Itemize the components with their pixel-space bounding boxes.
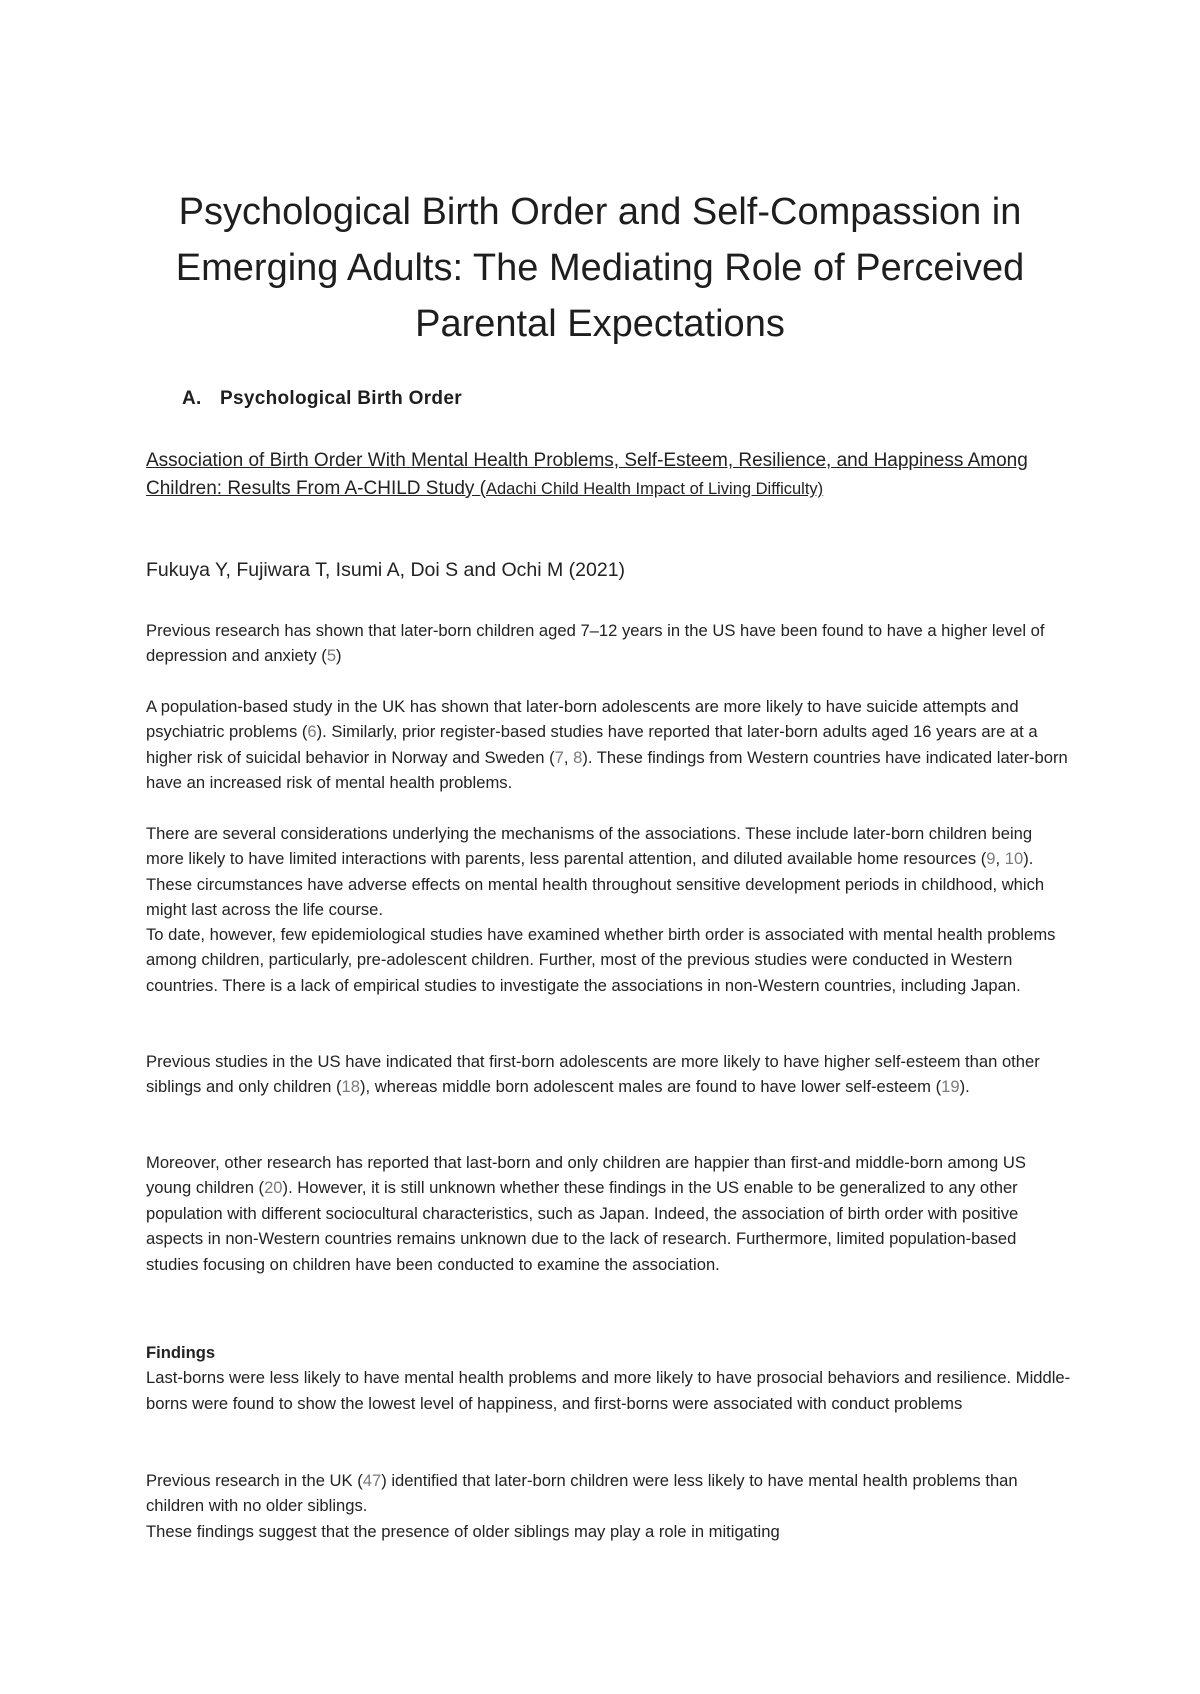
citation-link[interactable]: 5 bbox=[326, 646, 337, 666]
citation-link[interactable]: 20 bbox=[264, 1178, 283, 1198]
findings-heading: Findings bbox=[146, 1343, 216, 1362]
paragraph-text: ). Similarly, prior register-based studies have reported that later-born adults aged 16 years are at a higher risk of suicidal behavior in Norway and Sweden ( bbox=[146, 722, 1038, 767]
paragraph-text: There are several considerations underlying the mechanisms of the associations. These include later-born children being more likely to have limited interactions with parents, less parental attention, and diluted available home resources ( bbox=[146, 824, 1033, 869]
paragraph-text: ), whereas middle born adolescent males are found to have lower self-esteem ( bbox=[360, 1077, 942, 1097]
section-heading-text: Psychological Birth Order bbox=[220, 388, 462, 409]
paragraph-text: , bbox=[563, 747, 574, 767]
paragraph-4: To date, however, few epidemiological studies have examined whether birth order is associated with mental health problems among children, particularly, pre-adolescent children. Further, most of the previous studies were conducted in Western countries. There is a lack of empirical studies to investigate the associations in non-Western countries, including Japan. bbox=[146, 925, 1056, 995]
paragraph-5 bbox=[146, 1049, 1071, 1100]
citation-link[interactable]: 7 bbox=[554, 747, 564, 767]
paragraph-text: Moreover, other research has reported that last-born and only children are happier than first-and middle-born among US young children ( bbox=[146, 1153, 1026, 1198]
paragraph-2 bbox=[146, 694, 1071, 796]
document-title: Psychological Birth Order and Self-Compassion in Emerging Adults: The Mediating Role of Perceived Parental Expectations bbox=[175, 191, 1025, 345]
paragraph-text: ). bbox=[959, 1077, 970, 1097]
paragraph-text: Previous research has shown that later-born children aged 7–12 years in the US have been found to have a higher level of depression and anxiety ( bbox=[146, 621, 1045, 666]
paragraph-text: ). However, it is still unknown whether these findings in the US enable to be generalized to any other population with different sociocultural characteristics, such as Japan. Indeed, the association of birth order with positive aspects in non-Western countries remains unknown due to the lack of research. Furthermore, limited population-based studies focusing on children have been conducted to examine the association. bbox=[146, 1178, 1019, 1274]
findings-text: Last-borns were less likely to have mental health problems and more likely to have prosocial behaviors and resilience. Middle-borns were found to show the lowest level of happiness, and first-borns were associated with conduct problems bbox=[146, 1368, 1071, 1413]
citation-link[interactable]: 47 bbox=[362, 1471, 382, 1490]
section-marker: A. bbox=[182, 388, 202, 409]
citation-link[interactable]: 8 bbox=[573, 747, 583, 767]
paragraph-text: ). These findings from Western countries have indicated later-born have an increased risk of mental health problems. bbox=[146, 747, 1068, 793]
paragraph-1 bbox=[146, 618, 1071, 669]
reference-title-main: Association of Birth Order With Mental Health Problems, Self-Esteem, Resilience, and Happiness Among Children: Results From A-CHILD Study ( bbox=[146, 450, 1028, 499]
paragraph-3 bbox=[146, 821, 1071, 923]
paragraph-8: These findings suggest that the presence of older siblings may play a role in mitigating bbox=[146, 1522, 780, 1541]
paragraph-text: Previous studies in the US have indicated that first-born adolescents are more likely to have higher self-esteem than other siblings and only children ( bbox=[146, 1052, 1040, 1097]
citation-link[interactable]: 19 bbox=[941, 1077, 960, 1097]
citation-link[interactable]: 9 bbox=[986, 849, 996, 869]
paragraph-text: ) bbox=[336, 646, 342, 666]
paragraph-6 bbox=[146, 1150, 1071, 1277]
paragraph-text: ) identified that later-born children were less likely to have mental health problems than children with no older siblings. bbox=[146, 1471, 1018, 1516]
citation-link[interactable]: 6 bbox=[307, 722, 317, 742]
paragraph-text: Previous research in the UK ( bbox=[146, 1471, 363, 1490]
paragraph-text: A population-based study in the UK has shown that later-born adolescents are more likely to have suicide attempts and psychiatric problems ( bbox=[146, 697, 1019, 742]
reference-title-link[interactable] bbox=[146, 447, 1046, 503]
citation-link[interactable]: 18 bbox=[341, 1077, 361, 1097]
citation-link[interactable]: 10 bbox=[1004, 849, 1024, 869]
reference-title-sub: Adachi Child Health Impact of Living Difficulty) bbox=[486, 480, 824, 498]
reference-authors: Fukuya Y, Fujiwara T, Isumi A, Doi S and Ochi M (2021) bbox=[146, 559, 626, 581]
section-heading bbox=[182, 388, 462, 410]
findings-section bbox=[146, 1340, 1071, 1416]
paragraph-7 bbox=[146, 1468, 1071, 1519]
paragraph-text: , bbox=[995, 849, 1005, 869]
paragraph-text: ). These circumstances have adverse effects on mental health throughout sensitive development periods in childhood, which might last across the life course. bbox=[146, 849, 1045, 920]
